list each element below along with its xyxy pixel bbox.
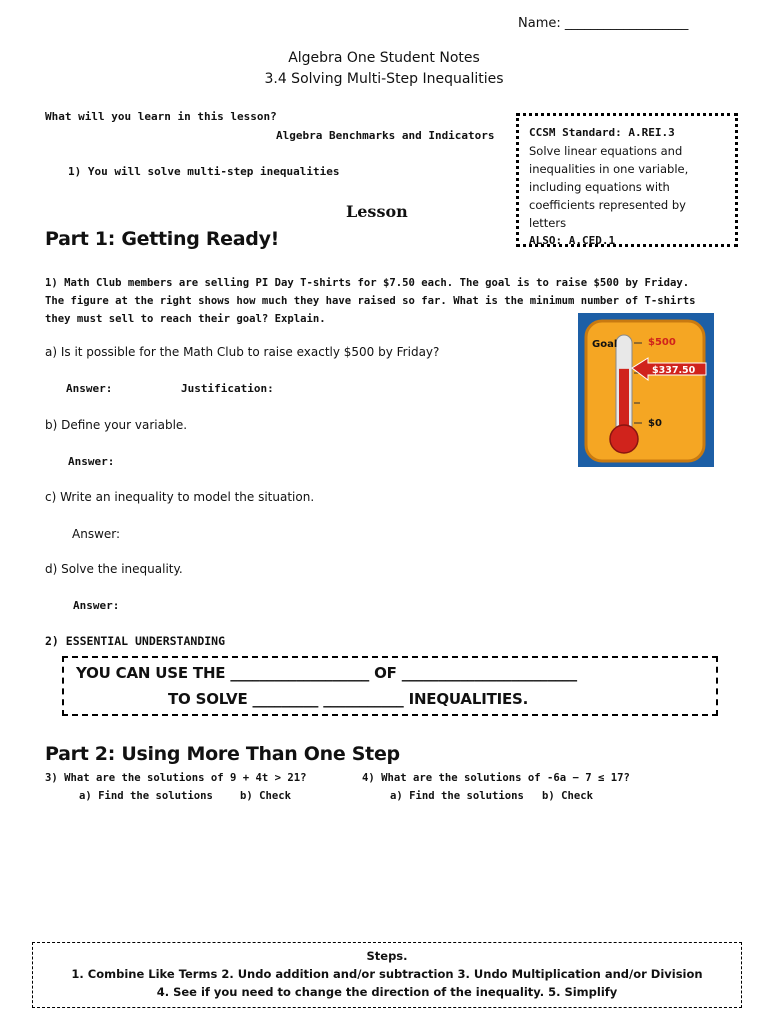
question-b: b) Define your variable. xyxy=(45,418,188,432)
lesson-objective: 1) You will solve multi-step inequalities xyxy=(68,165,340,178)
steps-line-1: 1. Combine Like Terms 2. Undo addition and/or subtraction 3. Undo Multiplication and/or Division xyxy=(71,967,703,981)
question-3a: a) Find the solutions xyxy=(79,790,213,802)
standard-line: including equations with xyxy=(529,180,670,194)
top-value: $500 xyxy=(648,337,676,348)
standard-line: Solve linear equations and xyxy=(529,144,683,158)
standard-line: coefficients represented by xyxy=(529,198,686,212)
answer-label-a: Answer: xyxy=(66,382,113,395)
problem-line: 1) Math Club members are selling PI Day T-shirts for $7.50 each. The goal is to raise $500 by Friday. xyxy=(45,277,690,289)
essential-label: 2) ESSENTIAL UNDERSTANDING xyxy=(45,634,226,648)
question-3: 3) What are the solutions of 9 + 4t > 21? xyxy=(45,772,307,784)
benchmarks-label: Algebra Benchmarks and Indicators xyxy=(276,129,495,142)
steps-box xyxy=(32,942,742,1008)
question-a: a) Is it possible for the Math Club to raise exactly $500 by Friday? xyxy=(45,345,440,359)
current-value: $337.50 xyxy=(652,365,696,376)
name-field-label: Name: ___________________ xyxy=(518,16,689,31)
justification-label: Justification: xyxy=(181,382,274,395)
question-4: 4) What are the solutions of -6a − 7 ≤ 17? xyxy=(362,772,630,784)
problem-line: The figure at the right shows how much they have raised so far. What is the minimum number of T-shirts xyxy=(45,295,696,307)
answer-label-c: Answer: xyxy=(72,527,121,541)
problem-line: they must sell to reach their goal? Explain. xyxy=(45,313,326,325)
question-c: c) Write an inequality to model the situation. xyxy=(45,490,315,504)
page-title: Algebra One Student Notes xyxy=(288,50,480,66)
bottom-value: $0 xyxy=(648,418,662,429)
answer-label-d: Answer: xyxy=(73,599,120,612)
question-3b: b) Check xyxy=(240,790,292,802)
essential-box xyxy=(62,656,718,716)
part1-title: Part 1: Getting Ready! xyxy=(45,228,280,250)
question-d: d) Solve the inequality. xyxy=(45,562,183,576)
page-subtitle: 3.4 Solving Multi-Step Inequalities xyxy=(264,71,504,87)
essential-line-1: YOU CAN USE THE ___________________ OF ________________________ xyxy=(76,664,577,682)
standard-line: letters xyxy=(529,216,567,230)
thermometer-figure xyxy=(578,313,714,467)
standard-line: inequalities in one variable, xyxy=(529,162,689,176)
answer-label-b: Answer: xyxy=(68,455,115,468)
question-4a: a) Find the solutions xyxy=(390,790,524,802)
essential-line-2: TO SOLVE _________ ___________ INEQUALITIES. xyxy=(168,690,529,708)
steps-line-2: 4. See if you need to change the direction of the inequality. 5. Simplify xyxy=(156,985,618,999)
thermometer-graphic xyxy=(578,313,714,467)
thermometer-bulb xyxy=(610,425,638,453)
goal-label: Goal xyxy=(592,339,618,350)
learn-question: What will you learn in this lesson? xyxy=(45,110,277,123)
part2-title: Part 2: Using More Than One Step xyxy=(45,743,400,765)
steps-heading: Steps. xyxy=(366,949,408,963)
lesson-heading: Lesson xyxy=(346,202,408,221)
question-4b: b) Check xyxy=(542,790,594,802)
standard-also: ALSO: A.CED.1 xyxy=(529,234,616,247)
standard-heading: CCSM Standard: A.REI.3 xyxy=(529,126,675,139)
standard-box xyxy=(516,113,738,247)
